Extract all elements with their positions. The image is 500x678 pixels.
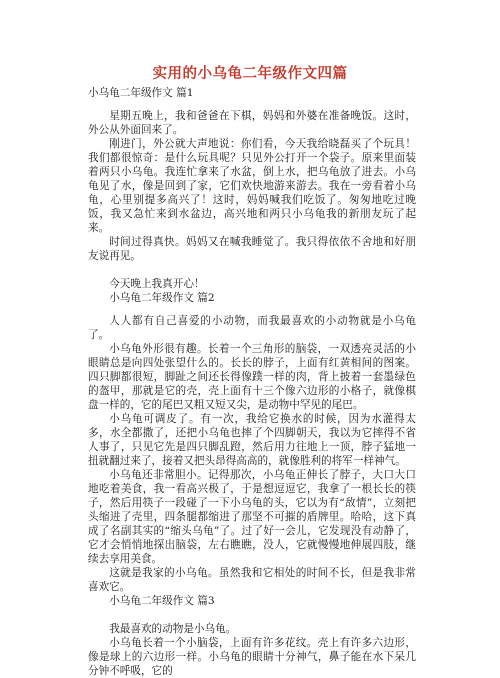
paragraph: 这就是我家的小乌龟。虽然我和它相处的时间不长，但是我非常喜欢它。	[88, 567, 416, 593]
paragraph-gap	[88, 608, 416, 622]
paragraph: 小乌龟可调皮了。有一次，我给它换水的时候，因为水灌得太多，水全都撒了，还把小乌龟也摔了个四脚朝天，我以为它摔得不省人事了，只见它先是四只脚乱蹬，然后用力往地上一顶，脖子猛地一扭就翻过来了，接着又把头昂得高高的，就像胜利的将军一样神气。	[88, 413, 416, 467]
section-heading: 小乌龟二年级作文 篇1	[88, 87, 194, 99]
paragraph-gap	[88, 100, 416, 109]
paragraph: 刚进门，外公就大声地说：你们看，今天我给晓磊买了个玩具！我们都很惊奇：是什么玩具呢？只见外公打开一个袋子。原来里面装着两只小乌龟。我连忙拿来了水盆，倒上水，把乌龟放了进去。小乌龟见了水，像是回到了家，它们欢快地游来游去。我在一旁看着小乌龟，心里别提多高兴了！这时，妈妈喊我们吃饭了。匆匆地吃过晚饭，我又急忙来到水盆边，高兴地和两只小乌龟我的新朋友玩了起来。	[88, 138, 416, 234]
paragraph: 小乌龟二年级作文 篇3	[109, 595, 215, 607]
paragraph: 小乌龟外形很有趣。长着一个三角形的脑袋，一双透亮灵活的小眼睛总是向四处张望什么的。长长的脖子，上面有红黄相间的图案。四只脚都很短，脚趾之间还长得像蹼一样的肉，背上披着一套墨绿色的盔甲，那就是它的壳，壳上面有十三个像六边形的小格子，就像棋盘一样的，它的尾巴又粗又短又尖，是动物中罕见的尾巴。	[88, 343, 416, 411]
paragraph: 星期五晚上，我和爸爸在下棋，妈妈和外婆在准备晚饭。这时，外公从外面回来了。	[88, 110, 416, 136]
paragraph: 小乌龟二年级作文 篇2	[109, 292, 215, 304]
paragraph: 时间过得真快。妈妈又在喊我睡觉了。我只得依依不舍地和好朋友说再见。	[88, 236, 416, 262]
document-title: 实用的小乌龟二年级作文四篇	[152, 65, 348, 82]
document-body	[88, 86, 416, 678]
paragraph: 小乌龟还非常胆小。记得那次，小乌龟正伸长了脖子，大口大口地吃着美食，我一看高兴极了，于是想逗逗它，我拿了一根长长的筷子，然后用筷子一段碰了一下小乌龟的头，它以为有“敌情”，立刻把头缩进了壳里，四条腿都缩进了那坚不可摧的盾牌里。哈哈，这下真成了名副其实的“缩头乌龟”了。过了好一会儿，它发现没有动静了，它才会悄悄地探出脑袋，左右瞧瞧，没人，它就慢慢地伸展四肢，继续去享用美食。	[88, 469, 416, 565]
paragraph: 小乌龟长着一个小脑袋，上面有许多花纹。壳上有许多六边形，像是球上的六边形一样。小乌龟的眼睛十分神气，鼻子能在水下呆几分钟不呼吸，它的	[88, 637, 416, 677]
paragraph-gap	[88, 305, 416, 314]
paragraph: 人人都有自己喜爱的小动物，而我最喜欢的小动物就是小乌龟了。	[88, 315, 416, 341]
paragraph: 我最喜欢的动物是小乌龟。	[109, 623, 237, 635]
paragraph-gap	[88, 263, 416, 277]
paragraph: 今天晚上我真开心！	[109, 278, 205, 290]
